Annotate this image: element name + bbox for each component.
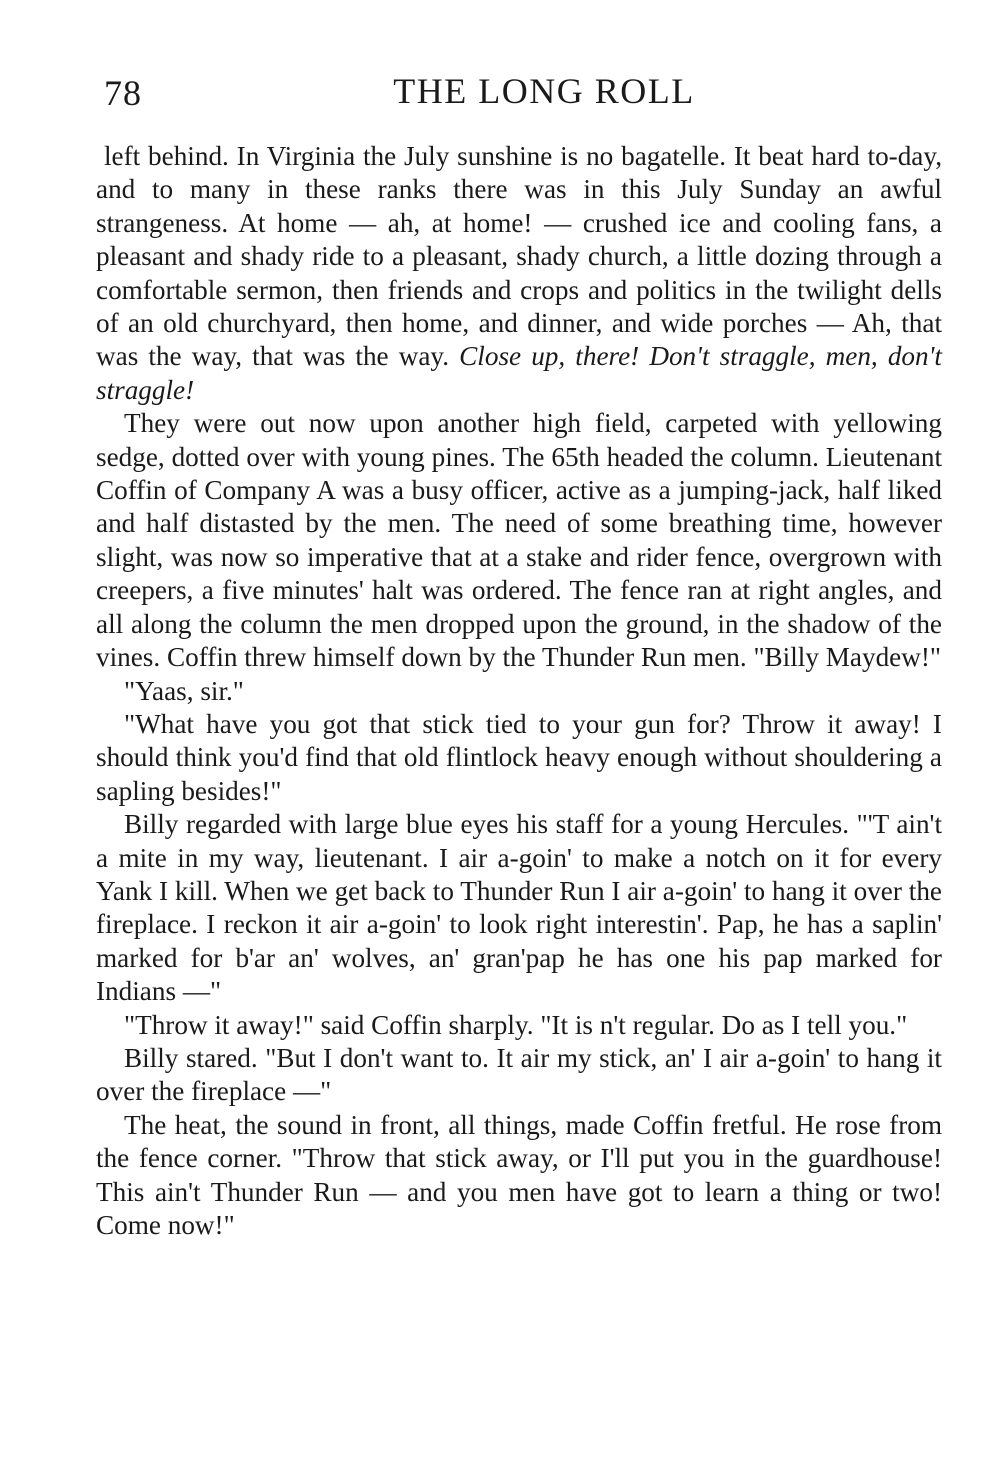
paragraph-4: "What have you got that stick tied to your gun for? Throw it away! I should think you'd find that old flintlock heavy enough without shouldering a sapling besides!" <box>96 708 942 806</box>
paragraph-1-italic-text: Close up, there! Don't straggle, men, don't straggle! <box>96 341 942 405</box>
running-head: THE LONG ROLL <box>393 71 695 111</box>
paragraph-2: They were out now upon another high field, carpeted with yellowing sedge, dotted over with young pines. The 65th headed the column. Lieutenant Coffin of Company A was a busy officer, active as a jumping-jack, half liked and half distasted by the men. The need of some breathing time, however slight, was now so imperative that at a stake and rider fence, overgrown with creepers, a five minutes' halt was ordered. The fence ran at right angles, and all along the column the men dropped upon the ground, in the shadow of the vines. Coffin threw himself down by the Thunder Run men. "Billy Maydew!" <box>96 408 942 673</box>
paragraph-7: Billy stared. "But I don't want to. It air my stick, an' I air a-goin' to hang it over the fireplace —" <box>96 1042 942 1107</box>
page-header <box>96 66 942 128</box>
paragraph-8: The heat, the sound in front, all things, made Coffin fretful. He rose from the fence corner. "Throw that stick away, or I'll put you in the guardhouse! This ain't Thunder Run — and you men have got to learn a thing or two! Come now!" <box>96 1109 942 1240</box>
paragraph-1 <box>96 140 942 407</box>
page-number: 78 <box>104 73 142 113</box>
body-text <box>96 140 942 1242</box>
paragraph-3: "Yaas, sir." <box>124 675 244 706</box>
book-page <box>96 66 942 1240</box>
paragraph-5: Billy regarded with large blue eyes his staff for a young Hercules. "'T ain't a mite in my way, lieutenant. I air a-goin' to make a notch on it for every Yank I kill. When we get back to Thunder Run I air a-goin' to hang it over the fireplace. I reckon it air a-goin' to look right interestin'. Pap, he has a saplin' marked for b'ar an' wolves, an' gran'pap he has one his pap marked for Indians —" <box>96 809 942 1007</box>
paragraph-1-text: left behind. In Virginia the July sunshine is no bagatelle. It beat hard to-day, and to many in these ranks there was in this July Sunday an awful strangeness. At home — ah, at home! — crushed ice and cooling fans, a pleasant and shady ride to a pleasant, shady church, a little dozing through a comfortable sermon, then friends and crops and politics in the twilight dells of an old churchyard, then home, and dinner, and wide porches — Ah, that was the way, that was the way. <box>96 141 942 372</box>
paragraph-6: "Throw it away!" said Coffin sharply. "It is n't regular. Do as I tell you." <box>124 1009 908 1040</box>
